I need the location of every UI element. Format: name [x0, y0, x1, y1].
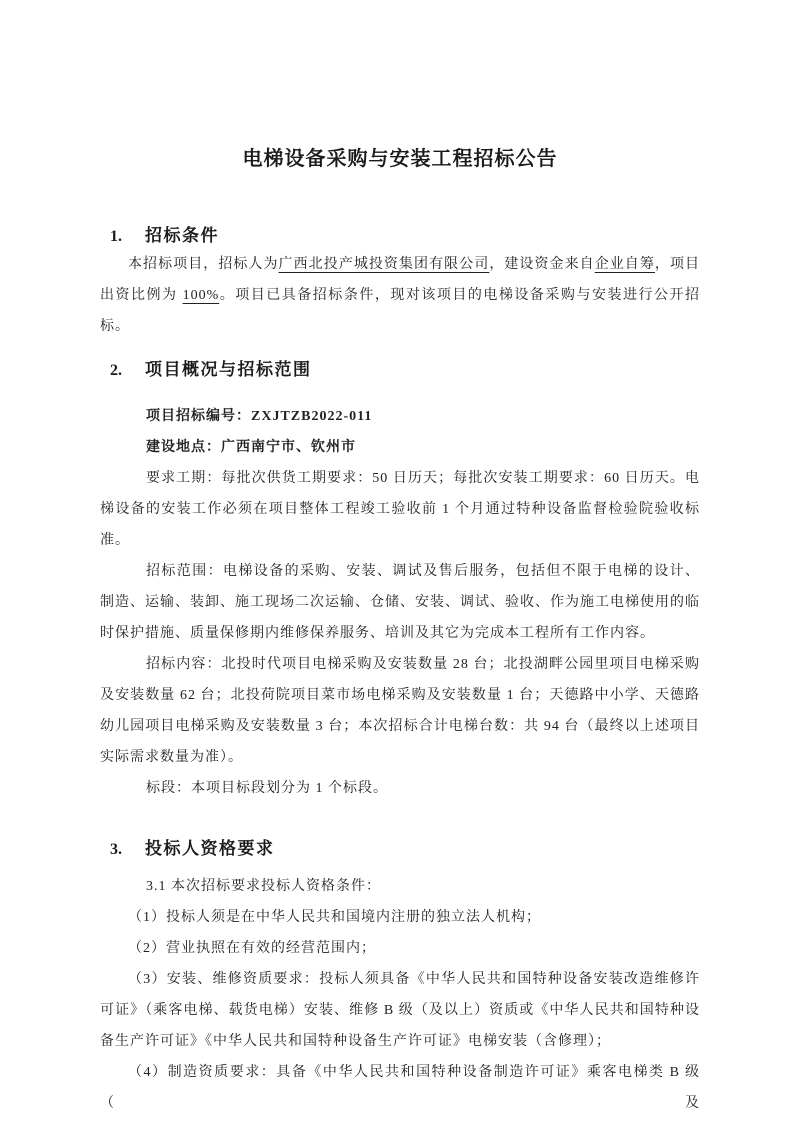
- funding-source-underlined: 企业自筹: [594, 257, 655, 272]
- section-2-content: [100, 401, 700, 804]
- text-segment: 本招标项目，招标人为: [128, 257, 279, 272]
- tender-content-paragraph: 招标内容：北投时代项目电梯采购及安装数量 28 台；北投湖畔公园里项目电梯采购及安装数量 62 台；北投荷院项目菜市场电梯采购及安装数量 1 台；天德路中小学、天德路幼儿园项目电梯采购及安装数量 3 台；本次招标合计电梯台数：共 94 台（最终以上述项目实际需求数量为准）。: [100, 657, 700, 765]
- funding-ratio-underlined: 100%: [182, 288, 220, 303]
- qualification-item-4: （4）制造资质要求：具备《中华人民共和国特种设备制造许可证》乘客电梯类 B 级（及: [100, 1065, 700, 1111]
- required-duration-paragraph: 要求工期：每批次供货工期要求：50 日历天；每批次安装工期要求：60 日历天。电梯设备的安装工作必须在项目整体工程竣工验收前 1 个月通过特种设备监督检验院验收标准。: [100, 471, 700, 548]
- bidding-conditions-paragraph: [100, 249, 700, 342]
- section-2-title: 项目概况与招标范围: [145, 360, 312, 379]
- document-body: [100, 0, 700, 1119]
- construction-location-line: 建设地点：广西南宁市、钦州市: [146, 440, 356, 455]
- qualification-item-1: （1）投标人须是在中华人民共和国境内注册的独立法人机构；: [128, 910, 541, 925]
- tenderer-name-underlined: 广西北投产城投资集团有限公司: [278, 257, 490, 272]
- section-3-title: 投标人资格要求: [145, 839, 275, 858]
- text-segment: 。项目已具备招标条件，现对该项目的电梯设备采购与安装进行公开招标。: [100, 288, 701, 334]
- project-tender-code-line: 项目招标编号：ZXJTZB2022-011: [146, 409, 373, 424]
- section-2-number: 2.: [110, 362, 122, 379]
- qualification-item-3: （3）安装、维修资质要求：投标人须具备《中华人民共和国特种设备安装改造维修许可证》（乘客电梯、载货电梯）安装、维修 B 级（及以上）资质或《中华人民共和国特种设备生产许可证》《中华人民共和国特种设备生产许可证》电梯安装（含修理）；: [100, 972, 700, 1049]
- section-1-title: 招标条件: [145, 226, 219, 245]
- section-1-number: 1.: [110, 228, 122, 245]
- lot-division-line: 标段：本项目标段划分为 1 个标段。: [146, 781, 388, 796]
- section-3-content: [100, 871, 700, 1119]
- qualification-intro-line: 3.1 本次招标要求投标人资格条件：: [146, 879, 381, 894]
- section-3-heading: [100, 837, 700, 862]
- section-1-heading: [100, 224, 700, 249]
- text-segment: ，建设资金来自: [489, 257, 595, 272]
- tender-scope-paragraph: 招标范围：电梯设备的采购、安装、调试及售后服务，包括但不限于电梯的设计、制造、运输、装卸、施工现场二次运输、仓储、安装、调试、验收、作为施工电梯使用的临时保护措施、质量保修期内维修保养服务、培训及其它为完成本工程所有工作内容。: [100, 564, 700, 641]
- text-segment: ，项目出资比例为: [100, 257, 701, 303]
- document-title: 电梯设备采购与安装工程招标公告: [242, 148, 558, 170]
- section-2-heading: [100, 358, 700, 383]
- section-3-number: 3.: [110, 841, 122, 858]
- qualification-item-2: （2）营业执照在有效的经营范围内；: [128, 941, 376, 956]
